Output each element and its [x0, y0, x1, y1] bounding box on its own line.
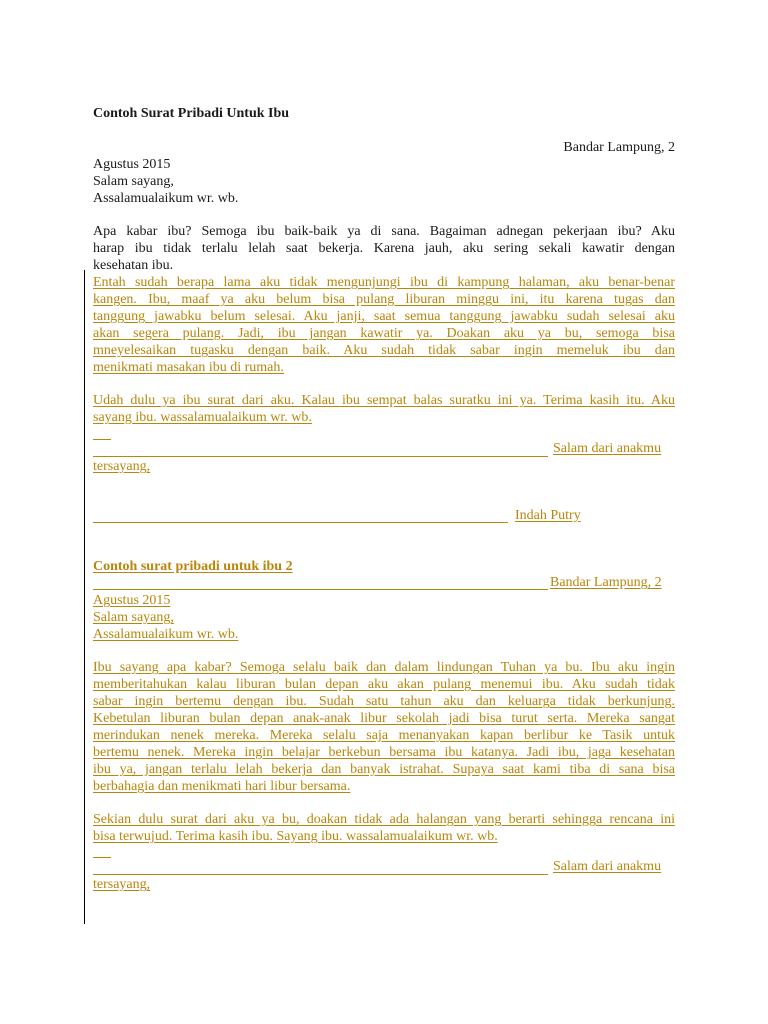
letter2-para1-line: Ibu sayang apa kabar? Semoga selalu baik dan dalam lindungan Tuhan ya bu. Ibu aku ingin [93, 660, 675, 675]
letter2-para1-line: memberitahukan kalau liburan bulan depan aku akan pulang menemui ibu. Aku sudah tidak [93, 677, 675, 692]
letter1-closing: Salam dari anakmu [553, 441, 662, 456]
tracked-rule [93, 456, 548, 457]
letter2-para2-line: bisa terwujud. Terima kasih ibu. Sayang ibu. wassalamualaikum wr. wb. [93, 829, 498, 844]
letter1-para2-line: akan segera pulang. Jadi, ibu jangan kawatir ya. Doakan aku ya bu, semoga bisa [93, 326, 675, 341]
letter2-para1-line: Kebetulan liburan bulan depan anak-anak libur sekolah jadi bisa turut serta. Mereka sangat [93, 711, 675, 726]
letter2-para1-line: berbahagia dan menikmati hari libur bersama. [93, 779, 351, 794]
letter1-closing-cont: tersayang, [93, 459, 151, 474]
letter1-para2-line: menikmati masakan ibu di rumah. [93, 360, 284, 375]
change-bar [84, 270, 85, 924]
letter1-title: Contoh Surat Pribadi Untuk Ibu [93, 106, 290, 121]
letter1-para1-line: harap ibu tidak terlalu lelah saat bekerja. Karena jauh, aku sering sekali kawatir dengan [93, 241, 675, 256]
tracked-rule [93, 857, 111, 858]
letter2-greeting: Salam sayang, [93, 610, 174, 625]
letter1-para3-line: sayang ibu. wassalamualaikum wr. wb. [93, 410, 312, 425]
letter2-closing-cont: tersayang, [93, 877, 151, 892]
tracked-rule [93, 589, 548, 590]
letter2-para1-line: merindukan nenek mereka. Mereka selalu saja menanyakan kapan berlibur ke Tasik untuk [93, 728, 675, 743]
letter2-place-date: Bandar Lampung, 2 [550, 575, 662, 590]
letter2-salam: Assalamualaikum wr. wb. [93, 627, 239, 642]
letter1-para2-line: tanggung jawabku belum selesai. Aku janji, saat semua tanggung jawabku sudah selesai aku [93, 309, 675, 324]
letter1-greeting: Salam sayang, [93, 174, 174, 189]
letter1-para1-line: Apa kabar ibu? Semoga ibu baik-baik ya di sana. Bagaiman adnegan pekerjaan ibu? Aku [93, 224, 675, 239]
tracked-rule [93, 439, 111, 440]
letter2-date-cont: Agustus 2015 [93, 593, 171, 608]
letter2-para2-line: Sekian dulu surat dari aku ya bu, doakan tidak ada halangan yang berarti sehingga rencana ini [93, 812, 675, 827]
letter2-para1-line: ibu ya, jangan terlalu lelah bekerja dan banyak istrahat. Supaya saat kami tiba di sana bisa [93, 762, 675, 777]
letter1-para1-line: kesehatan ibu. [93, 258, 174, 273]
letter1-signature: Indah Putry [515, 508, 581, 523]
letter1-date-cont: Agustus 2015 [93, 157, 171, 172]
letter2-title: Contoh surat pribadi untuk ibu 2 [93, 559, 293, 574]
letter2-para1-line: sabar ingin bertemu dengan ibu. Sudah satu tahun aku dan keluarga tidak berkunjung. [93, 694, 675, 709]
letter1-place-date: Bandar Lampung, 2 [563, 140, 675, 155]
letter2-closing: Salam dari anakmu [553, 859, 662, 874]
tracked-rule [93, 874, 548, 875]
letter1-para3-line: Udah dulu ya ibu surat dari aku. Kalau ibu sempat balas suratku ini ya. Terima kasih itu. Aku [93, 393, 675, 408]
letter1-salam: Assalamualaikum wr. wb. [93, 191, 239, 206]
letter2-para1-line: bertemu nenek. Mereka ingin belajar berkebun bersama ibu katanya. Jadi ibu, jaga kesehatan [93, 745, 675, 760]
letter1-para2-line: mneyelesaikan tugasku dengan baik. Aku sudah tidak sabar ingin memeluk ibu dan [93, 343, 675, 358]
letter1-para2-line: kangen. Ibu, maaf ya aku belum bisa pulang liburan minggu ini, itu karena tugas dan [93, 292, 675, 307]
tracked-rule [93, 522, 508, 523]
letter1-para2-line: Entah sudah berapa lama aku tidak mengunjungi ibu di kampung halaman, aku benar-benar [93, 275, 675, 290]
